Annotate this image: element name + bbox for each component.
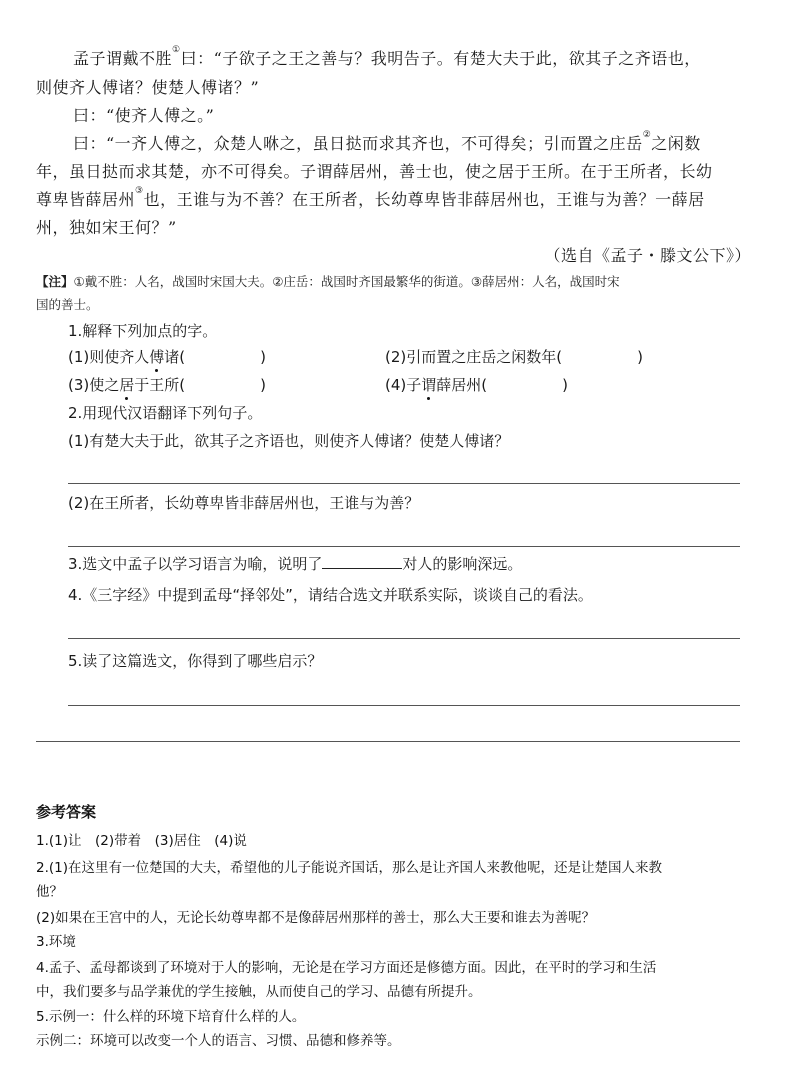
question-1-item-4: (4)子谓薛居州( ) (385, 376, 568, 394)
footnote-mark-1: ① (172, 45, 181, 55)
answers-title: 参考答案 (36, 803, 97, 821)
passage-line-1: 孟子谓戴不胜①曰：“子欲子之王之善与？我明告子。有楚大夫于此，欲其子之齐语也， (73, 45, 701, 68)
answer-line[interactable] (68, 546, 740, 547)
note-label: 【注】 (36, 274, 74, 289)
note-line-2: 国的善士。 (36, 297, 99, 312)
passage-line-7: 州，独如宋王何？” (36, 218, 177, 237)
answer-2-item-2: (2)如果在王宫中的人，无论长幼尊卑都不是像薛居州那样的善士，那么大王要和谁去为善呢？ (36, 910, 596, 926)
question-3: 3.选文中孟子以学习语言为喻，说明了 对人的影响深远。 (68, 555, 523, 573)
answer-5-example-2: 示例二：环境可以改变一个人的语言、习惯、品德和修养等。 (36, 1033, 401, 1049)
passage-line-3: 曰：“使齐人傅之。” (73, 106, 215, 125)
passage-line-2: 则使齐人傅诸？使楚人傅诸？” (36, 78, 260, 97)
fill-blank[interactable] (322, 554, 402, 569)
dotted-char: 傅 (149, 348, 165, 366)
question-1-item-1: (1)则使齐人傅诸( ) (68, 348, 266, 366)
dotted-char: 居 (119, 376, 135, 394)
passage-source: （选自《孟子・滕文公下》） (544, 246, 751, 265)
answer-1: 1.(1)让 (2)带着 (3)居住 (4)说 (36, 833, 247, 849)
question-4: 4.《三字经》中提到孟母“择邻处”，请结合选文并联系实际，谈谈自己的看法。 (68, 586, 593, 604)
answer-2-line-1: 2.(1)在这里有一位楚国的大夫，希望他的儿子能说齐国话，那么是让齐国人来教他呢，还是让楚国人来教 (36, 860, 663, 876)
passage-line-6: 尊卑皆薛居州③也，王谁与为不善？在王所者，长幼尊卑皆非薛居州也，王谁与为善？一薛居 (36, 186, 705, 209)
question-1-item-3: (3)使之居于王所( ) (68, 376, 266, 394)
note-line-1: 【注】①戴不胜：人名，战国时宋国大夫。②庄岳：战国时齐国最繁华的街道。③薛居州：人名，战国时宋 (36, 274, 620, 289)
question-2: 2.用现代汉语翻译下列句子。 (68, 404, 263, 422)
answer-line[interactable] (68, 638, 740, 639)
passage-line-4: 曰：“一齐人傅之，众楚人咻之，虽日挞而求其齐也，不可得矣；引而置之庄岳②之闲数 (73, 130, 701, 153)
answer-5-example-1: 5.示例一：什么样的环境下培育什么样的人。 (36, 1009, 306, 1025)
footnote-mark-2: ② (642, 130, 652, 140)
question-2-item-1: (1)有楚大夫于此，欲其子之齐语也，则使齐人傅诸？使楚人傅诸？ (68, 432, 510, 450)
question-1-item-2: (2)引而置之庄岳之闲数年( ) (385, 348, 643, 366)
question-2-item-2: (2)在王所者，长幼尊卑皆非薛居州也，王谁与为善？ (68, 494, 420, 512)
dotted-char: 谓 (421, 376, 437, 394)
question-1: 1.解释下列加点的字。 (68, 322, 218, 340)
answer-2-line-2: 他？ (36, 884, 63, 900)
footnote-mark-3: ③ (135, 186, 144, 196)
answer-4-line-1: 4.孟子、孟母都谈到了环境对于人的影响，无论是在学习方面还是修德方面。因此，在平时的学习和生活 (36, 960, 657, 976)
answer-4-line-2: 中，我们要多与品学兼优的学生接触，从而使自己的学习、品德有所提升。 (36, 984, 482, 1000)
answer-line[interactable] (68, 483, 740, 484)
answer-line[interactable] (36, 741, 740, 742)
answer-3: 3.环境 (36, 934, 76, 950)
answer-line[interactable] (68, 705, 740, 706)
question-5: 5.读了这篇选文，你得到了哪些启示？ (68, 652, 323, 670)
passage-line-5: 年，虽日挞而求其楚，亦不可得矣。子谓薛居州，善士也，使之居于王所。在于王所者，长幼 (36, 162, 713, 181)
